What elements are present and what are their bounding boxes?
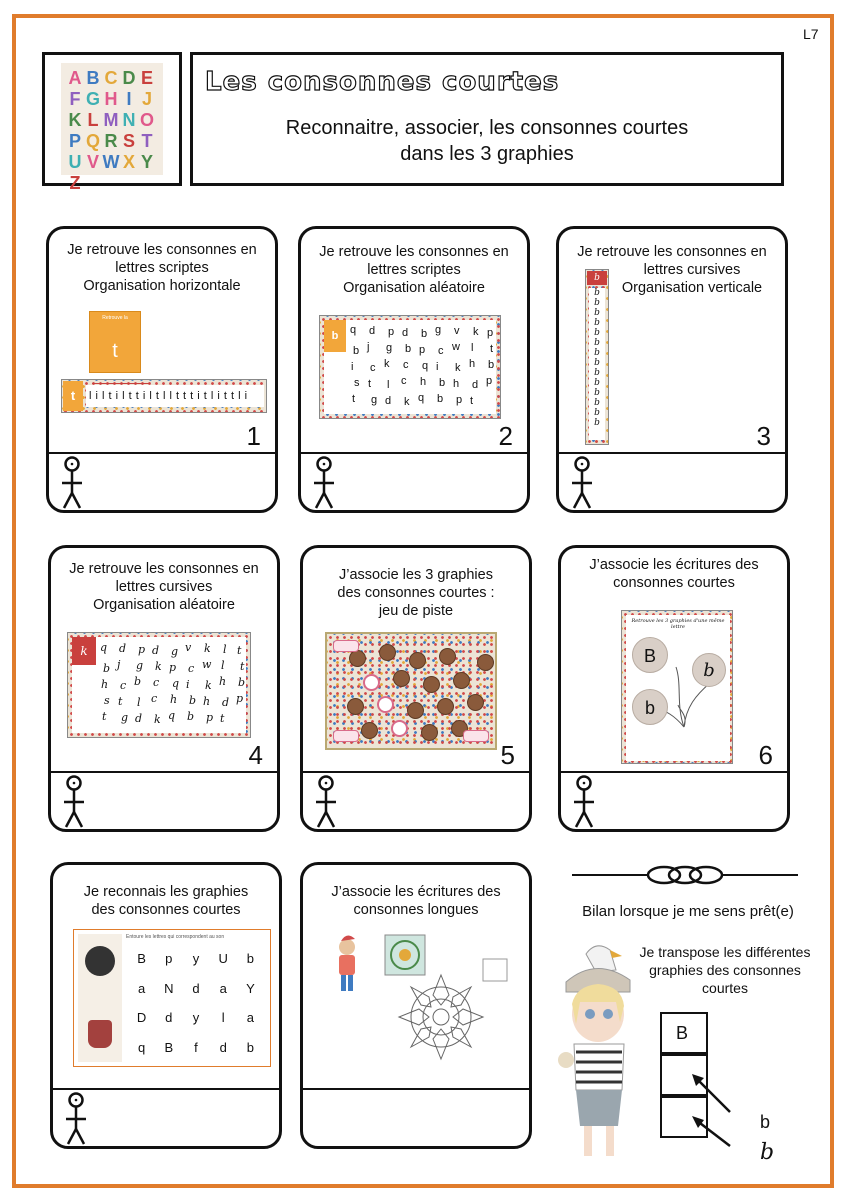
cloud-letter: i bbox=[186, 678, 190, 691]
subtitle-line-1: Reconnaitre, associer, les consonnes courtes bbox=[285, 117, 689, 139]
alphabet-letter: Y bbox=[140, 152, 153, 172]
grid-letter: a bbox=[137, 980, 146, 996]
stick-figure-icon bbox=[567, 455, 597, 511]
cloud-letter: v bbox=[454, 325, 460, 337]
cloud-letter: g bbox=[371, 394, 378, 406]
cloud-letter: b bbox=[103, 662, 111, 675]
grid-letter: l bbox=[221, 1010, 225, 1026]
cloud-letter: p bbox=[486, 375, 493, 387]
cloud-letter: d bbox=[402, 327, 409, 339]
letter-grid-thumbnail bbox=[73, 929, 271, 1067]
game-token bbox=[453, 672, 470, 689]
tag-caption: Retrouve la bbox=[102, 315, 128, 321]
boot-picture bbox=[88, 1020, 112, 1048]
card-title bbox=[311, 566, 521, 620]
vertical-strip-thumbnail bbox=[585, 269, 609, 445]
cloud-letter: g bbox=[435, 324, 442, 336]
card-number: 5 bbox=[500, 740, 515, 770]
cloud-letter: t bbox=[352, 393, 356, 405]
card-number: 6 bbox=[758, 740, 773, 770]
cloud-letter: d bbox=[369, 325, 376, 337]
page-title: Les consonnes courtes bbox=[205, 67, 560, 97]
card-divider bbox=[303, 771, 529, 773]
alphabet-letter: Z bbox=[69, 173, 81, 193]
card-title-line: J’associe les écritures des bbox=[589, 557, 759, 573]
cloud-letter: h bbox=[469, 358, 476, 370]
cloud-letter: j bbox=[367, 341, 370, 353]
card-title-line: des consonnes courtes bbox=[91, 902, 241, 918]
alphabet-letter: L bbox=[87, 110, 99, 130]
card-title-line: Organisation verticale bbox=[621, 280, 763, 296]
letter-tag-thumbnail bbox=[89, 311, 141, 373]
cloud-letter: l bbox=[471, 342, 474, 354]
cloud-letter: k bbox=[154, 713, 161, 726]
cloud-letter: d bbox=[119, 642, 127, 655]
cloud-letter: q bbox=[422, 360, 429, 372]
sheet-caption: Entoure les lettres qui correspondent au son bbox=[126, 934, 225, 940]
bilan-description-line: graphies des consonnes bbox=[649, 962, 801, 978]
card-title-line: consonnes courtes bbox=[613, 575, 735, 591]
alphabet-letter: K bbox=[68, 110, 82, 130]
alphabet-letter: T bbox=[141, 131, 153, 151]
stick-figure-icon bbox=[61, 1091, 91, 1147]
alphabet-letter: U bbox=[68, 152, 82, 172]
alphabet-letter: X bbox=[122, 152, 135, 172]
balloons-thumbnail bbox=[621, 610, 733, 764]
card-title-line: lettres scriptes bbox=[115, 260, 209, 276]
grid-letter: B bbox=[137, 951, 146, 967]
game-token bbox=[361, 722, 378, 739]
picture-column bbox=[78, 934, 122, 1062]
card-divider bbox=[559, 452, 785, 454]
alphabet-letters bbox=[66, 68, 156, 194]
bilan-description-line: Je transpose les différentes bbox=[639, 944, 811, 960]
grid-letter: b bbox=[246, 951, 255, 967]
game-token bbox=[421, 724, 438, 741]
cloud-letter: q bbox=[418, 392, 425, 404]
game-start-token bbox=[363, 674, 380, 691]
grid-letter: b bbox=[246, 1039, 255, 1055]
grid-letter: N bbox=[164, 980, 174, 996]
grid-letter: d bbox=[192, 980, 200, 996]
balloon-strings bbox=[626, 615, 730, 761]
grid-letter: p bbox=[165, 951, 173, 967]
card-divider bbox=[51, 771, 277, 773]
mandala-coloring-illustration bbox=[331, 931, 511, 1071]
card-title bbox=[311, 883, 521, 919]
letter-column bbox=[589, 288, 605, 440]
cloud-letter: p bbox=[206, 711, 214, 724]
card-title bbox=[57, 241, 267, 295]
card-divider bbox=[561, 771, 787, 773]
grid-letter: a bbox=[246, 1010, 255, 1026]
card-title-line: lettres scriptes bbox=[367, 262, 461, 278]
grid-letter: D bbox=[136, 1010, 147, 1026]
card-title-line: lettres cursives bbox=[643, 262, 741, 278]
cloud-letter: k bbox=[473, 326, 479, 338]
column-letter: b bbox=[594, 318, 600, 328]
cloud-letter: p bbox=[487, 327, 494, 339]
activity-card-1[interactable] bbox=[46, 226, 278, 513]
column-letter: b bbox=[594, 348, 600, 358]
card-divider bbox=[53, 1088, 279, 1090]
game-token bbox=[347, 698, 364, 715]
card-title bbox=[61, 883, 271, 919]
column-letter: b bbox=[594, 298, 600, 308]
alphabet-letter: P bbox=[68, 131, 81, 151]
cloud-letter: i bbox=[351, 361, 354, 373]
stick-figure-icon bbox=[311, 774, 341, 830]
cloud-letter: h bbox=[170, 693, 178, 706]
arrows-icon bbox=[688, 1070, 738, 1150]
cloud-letter: w bbox=[202, 658, 212, 671]
tag-letter: t bbox=[112, 340, 118, 362]
bilan-title: Bilan lorsque je me sens prêt(e) bbox=[582, 903, 794, 920]
cloud-letter: b bbox=[405, 343, 412, 355]
cloud-letter: b bbox=[421, 328, 428, 340]
alphabet-logo bbox=[42, 52, 182, 193]
cloud-letter: d bbox=[152, 644, 160, 657]
cloud-letter: s bbox=[104, 694, 110, 707]
game-token bbox=[437, 698, 454, 715]
cloud-letter: g bbox=[121, 711, 129, 724]
cloud-letter: t bbox=[118, 695, 123, 708]
cloud-letter: q bbox=[100, 641, 108, 654]
cloud-letter: p bbox=[236, 692, 244, 705]
alphabet-letter: C bbox=[104, 68, 118, 88]
cloud-letter: t bbox=[102, 710, 107, 723]
cloud-letter: c bbox=[120, 679, 127, 692]
card-title bbox=[569, 556, 779, 592]
cloud-letter: s bbox=[354, 377, 360, 389]
activity-card-4[interactable] bbox=[48, 545, 280, 832]
activity-card-6[interactable] bbox=[558, 545, 790, 832]
card-number: 2 bbox=[498, 421, 513, 451]
card-title-line: J’associe les écritures des bbox=[331, 884, 501, 900]
card-title-line: Je retrouve les consonnes en bbox=[67, 242, 257, 258]
cloud-letter: h bbox=[219, 675, 227, 688]
stick-figure-icon bbox=[309, 455, 339, 511]
cloud-letter: b bbox=[238, 676, 246, 689]
random-cursive-thumbnail bbox=[67, 632, 251, 738]
card-title-line: Je reconnais les graphies bbox=[83, 884, 249, 900]
subtitle-line-2: dans les 3 graphies bbox=[400, 143, 574, 165]
horizontal-strip-thumbnail bbox=[61, 379, 267, 413]
column-letter: b bbox=[594, 358, 600, 368]
cloud-letter: p bbox=[169, 661, 177, 674]
alphabet-letter: H bbox=[104, 89, 118, 109]
cloud-letter: c bbox=[188, 662, 195, 675]
alphabet-letter: W bbox=[102, 152, 120, 172]
game-token bbox=[409, 652, 426, 669]
game-label-box bbox=[463, 730, 489, 742]
cloud-letter: h bbox=[453, 378, 460, 390]
cloud-letter: k bbox=[384, 358, 390, 370]
random-letters-thumbnail bbox=[319, 315, 501, 419]
card-number: 1 bbox=[246, 421, 261, 451]
cloud-letter: c bbox=[153, 676, 160, 689]
balloons-sheet bbox=[626, 615, 730, 761]
cloud-letter: q bbox=[350, 324, 357, 336]
column-letter: b bbox=[594, 308, 600, 318]
bilan-lowercase-letter: b bbox=[760, 1112, 771, 1132]
card-title bbox=[59, 560, 269, 614]
alphabet-letter: B bbox=[86, 68, 100, 88]
column-letter: b bbox=[594, 338, 600, 348]
alphabet-letter: J bbox=[141, 89, 152, 109]
tag-letter: k bbox=[72, 637, 96, 665]
column-letter: b bbox=[594, 378, 600, 388]
cloud-letter: b bbox=[189, 694, 197, 707]
cloud-letter: t bbox=[240, 660, 245, 673]
card-title bbox=[309, 243, 519, 297]
grid-letter: B bbox=[164, 1039, 174, 1055]
column-letter: b bbox=[594, 368, 600, 378]
cloud-letter: l bbox=[221, 659, 225, 672]
page-code: L7 bbox=[803, 26, 819, 42]
alphabet-letter: F bbox=[69, 89, 81, 109]
column-letter: b bbox=[594, 408, 600, 418]
cloud-letter: v bbox=[185, 641, 192, 654]
activity-card-8[interactable] bbox=[300, 862, 532, 1149]
alphabet-letter: M bbox=[103, 110, 119, 130]
grid-letter: y bbox=[192, 1010, 200, 1026]
grid-letter: q bbox=[137, 1039, 146, 1055]
card-title-line: J’associe les 3 graphies bbox=[339, 567, 493, 583]
tag-letter: b bbox=[587, 271, 607, 285]
cloud-letter: k bbox=[204, 642, 211, 655]
cloud-letter: l bbox=[137, 696, 141, 709]
header-box bbox=[190, 52, 784, 186]
cloud-letter: t bbox=[470, 395, 474, 407]
alphabet-letter: N bbox=[122, 110, 136, 130]
cloud-letter: b bbox=[134, 675, 142, 688]
stick-figure-icon bbox=[59, 774, 89, 830]
cloud-letter: h bbox=[203, 695, 211, 708]
stick-figure-icon bbox=[569, 774, 599, 830]
activity-card-7[interactable] bbox=[50, 862, 282, 1149]
card-divider bbox=[303, 1088, 529, 1090]
cloud-letter: b bbox=[187, 710, 195, 723]
alphabet-letter: Q bbox=[85, 131, 100, 151]
cloud-letter: c bbox=[370, 362, 376, 374]
cloud-letter: p bbox=[456, 394, 463, 406]
card-divider bbox=[301, 452, 527, 454]
game-label-box bbox=[333, 640, 359, 652]
alphabet-letter: A bbox=[68, 68, 82, 88]
balloon-cursive: b bbox=[692, 653, 726, 687]
column-letter: b bbox=[594, 398, 600, 408]
ornament-divider-icon bbox=[572, 860, 798, 890]
game-token bbox=[379, 644, 396, 661]
grid-letter: Y bbox=[246, 980, 255, 996]
bilan-cursive-letter: b bbox=[760, 1140, 775, 1165]
card-title-line: Organisation aléatoire bbox=[93, 597, 235, 613]
cloud-letter: q bbox=[172, 677, 180, 690]
cloud-letter: h bbox=[420, 376, 427, 388]
game-token bbox=[439, 648, 456, 665]
cloud-letter: g bbox=[171, 645, 179, 658]
card-title-line: des consonnes courtes : bbox=[337, 585, 495, 601]
strip-tag-letter: t bbox=[63, 381, 83, 411]
column-letter: b bbox=[594, 288, 600, 298]
cloud-letter: g bbox=[386, 342, 393, 354]
card-title-line: jeu de piste bbox=[378, 603, 454, 619]
card-title-line: Organisation aléatoire bbox=[343, 280, 485, 296]
cloud-letter: b bbox=[439, 377, 446, 389]
grid-letter: d bbox=[219, 1039, 227, 1055]
cloud-letter: t bbox=[368, 378, 372, 390]
alphabet-letter: S bbox=[122, 131, 135, 151]
grid-letter: f bbox=[194, 1039, 198, 1055]
strip-letters: l i l t i l t t i l t l l t t t i t l i t t l i bbox=[86, 385, 264, 407]
activity-card-5[interactable] bbox=[300, 545, 532, 832]
game-token bbox=[407, 702, 424, 719]
game-start-token bbox=[391, 720, 408, 737]
cloud-letter: l bbox=[223, 643, 227, 656]
game-token bbox=[467, 694, 484, 711]
cloud-letter: d bbox=[385, 395, 392, 407]
card-number: 4 bbox=[248, 740, 263, 770]
cloud-letter: j bbox=[117, 658, 121, 671]
card-title-line: Je retrouve les consonnes en bbox=[319, 244, 509, 260]
cloud-letter: c bbox=[438, 345, 444, 357]
cloud-letter: c bbox=[401, 375, 407, 387]
cloud-letter: p bbox=[419, 344, 426, 356]
alphabet-letter: R bbox=[104, 131, 118, 151]
alphabet-letter: G bbox=[85, 89, 100, 109]
cloud-letter: t bbox=[220, 712, 225, 725]
cloud-letter: h bbox=[101, 678, 109, 691]
letter-grid bbox=[128, 944, 264, 1062]
answer-box-1: B bbox=[660, 1012, 708, 1054]
cloud-letter: k bbox=[404, 396, 410, 408]
grid-letter: a bbox=[219, 980, 227, 996]
cloud-letter: l bbox=[387, 379, 390, 391]
cloud-letter: d bbox=[222, 696, 230, 709]
cloud-letter: w bbox=[452, 341, 460, 353]
board-game-thumbnail bbox=[325, 632, 497, 750]
cloud-letter: k bbox=[455, 362, 461, 374]
cloud-letter: k bbox=[155, 660, 162, 673]
cloud-letter: t bbox=[490, 343, 494, 355]
game-start-token bbox=[377, 696, 394, 713]
grid-letter: U bbox=[218, 951, 228, 967]
cloud-letter: p bbox=[138, 643, 146, 656]
stick-figure-icon bbox=[57, 455, 87, 511]
card-divider bbox=[49, 452, 275, 454]
game-token bbox=[393, 670, 410, 687]
alphabet-letter: O bbox=[139, 110, 154, 130]
alphabet-letter: E bbox=[140, 68, 153, 88]
cloud-letter: b bbox=[437, 393, 444, 405]
card-number: 3 bbox=[756, 421, 771, 451]
alphabet-letter: I bbox=[126, 89, 132, 109]
hedgehog-picture bbox=[85, 946, 115, 976]
alphabet-letter: V bbox=[86, 152, 99, 172]
letter-cloud bbox=[324, 320, 496, 414]
alphabet-letter: D bbox=[122, 68, 136, 88]
column-letter: b bbox=[594, 388, 600, 398]
game-token bbox=[477, 654, 494, 671]
girl-with-seagull-illustration bbox=[556, 940, 652, 1170]
cloud-letter: k bbox=[205, 679, 212, 692]
cloud-letter: d bbox=[472, 379, 479, 391]
card-title-line: Je retrouve les consonnes en bbox=[69, 561, 259, 577]
card-title-line: consonnes longues bbox=[353, 902, 479, 918]
cloud-letter: c bbox=[403, 359, 409, 371]
bilan-description-line: courtes bbox=[702, 980, 748, 996]
cloud-letter: b bbox=[488, 359, 495, 371]
grid-letter: d bbox=[165, 1010, 173, 1026]
column-letter: b bbox=[594, 328, 600, 338]
cloud-letter: p bbox=[388, 326, 395, 338]
cloud-letter: q bbox=[168, 709, 176, 722]
cloud-letter: b bbox=[353, 345, 360, 357]
column-letter: b bbox=[594, 418, 600, 428]
tag-letter: b bbox=[324, 320, 346, 352]
cloud-letter: d bbox=[135, 712, 143, 725]
card-title-line: lettres cursives bbox=[115, 579, 213, 595]
alphabet-puzzle-image bbox=[61, 63, 163, 193]
card-title-line: Organisation horizontale bbox=[83, 278, 241, 294]
game-token bbox=[423, 676, 440, 693]
sheet-caption: Retrouve les 3 graphies d'une même lettre bbox=[631, 618, 725, 630]
cloud-letter: c bbox=[151, 692, 158, 705]
card-title-line: Je retrouve les consonnes en bbox=[577, 244, 767, 260]
cloud-letter: g bbox=[136, 659, 144, 672]
game-token bbox=[349, 650, 366, 667]
grid-letter: y bbox=[192, 951, 200, 967]
letter-cloud bbox=[72, 637, 246, 733]
cloud-letter: i bbox=[436, 361, 439, 373]
balloon-uppercase: B bbox=[632, 637, 668, 673]
balloon-lowercase: b bbox=[632, 689, 668, 725]
cloud-letter: t bbox=[237, 644, 242, 657]
arrow-line bbox=[92, 383, 150, 384]
activity-card-3[interactable] bbox=[556, 226, 788, 513]
activity-card-2[interactable] bbox=[298, 226, 530, 513]
game-label-box bbox=[333, 730, 359, 742]
